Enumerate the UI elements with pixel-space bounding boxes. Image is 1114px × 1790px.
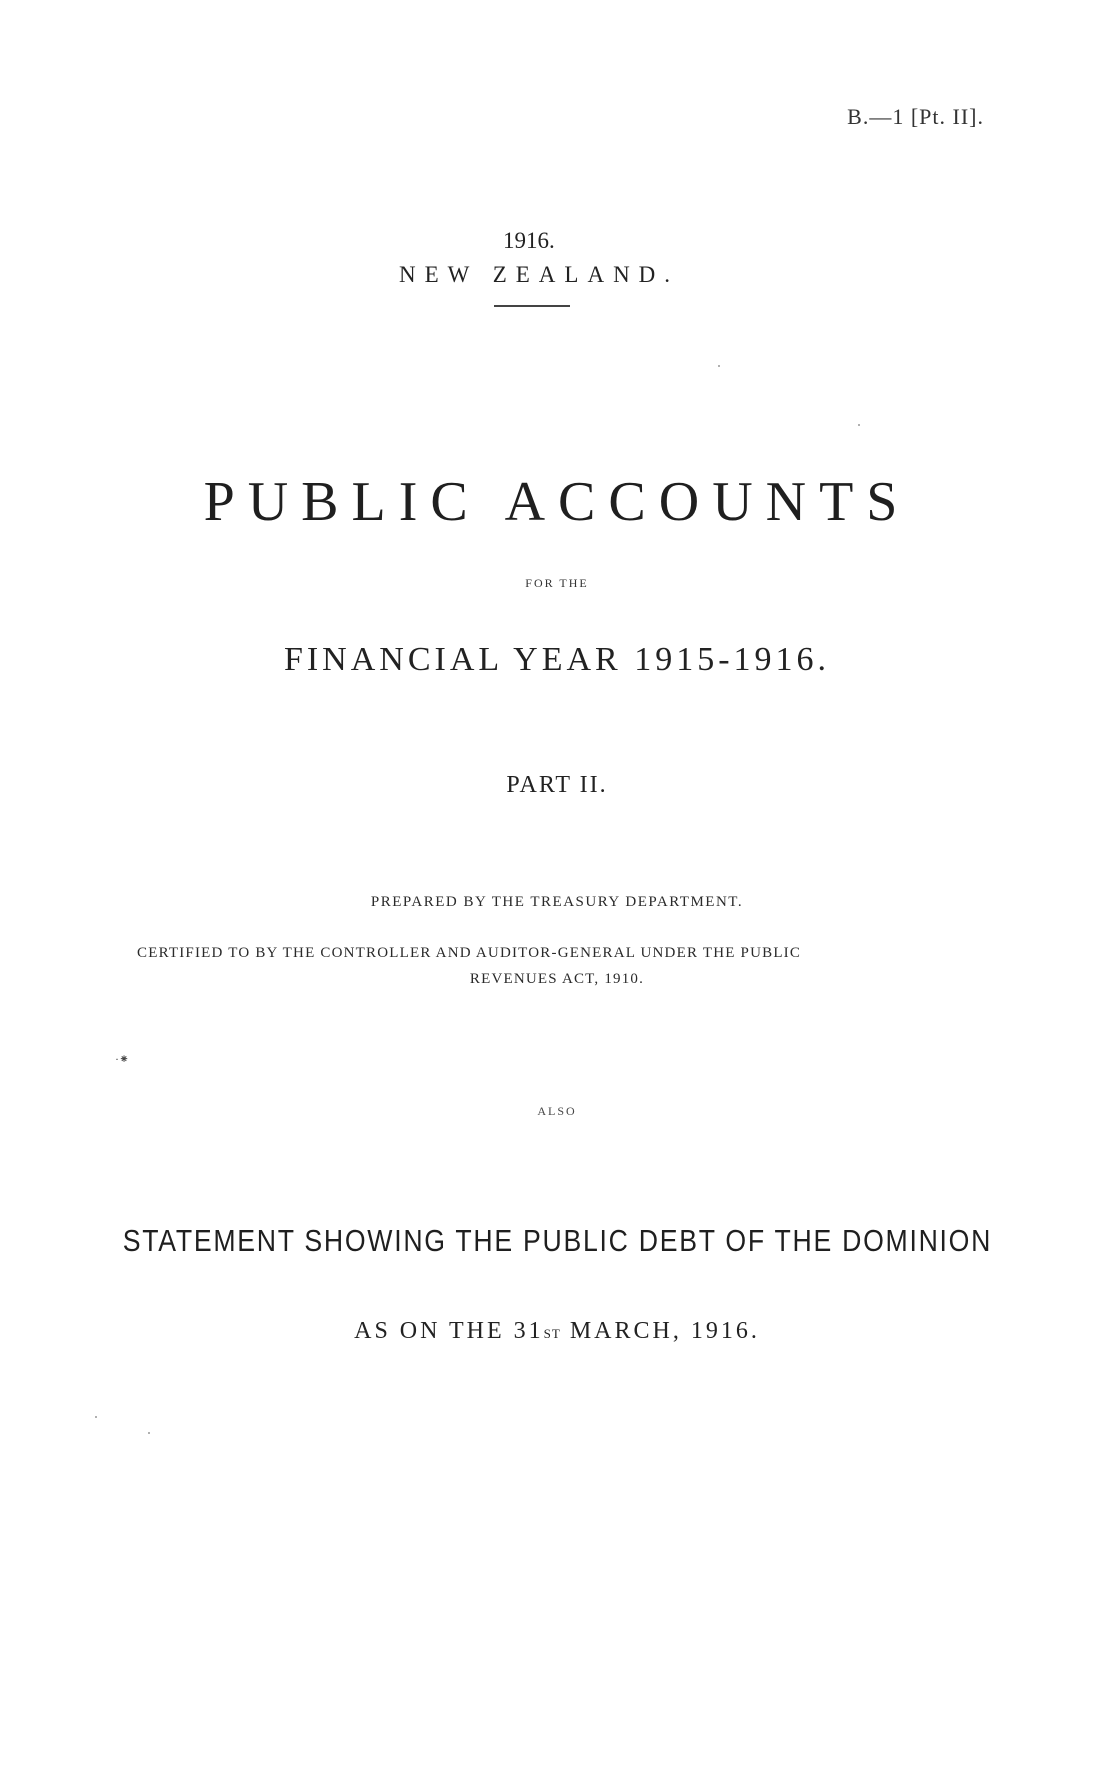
as-on-date: MARCH, 1916. — [560, 1318, 760, 1344]
financial-year-heading: FINANCIAL YEAR 1915-1916. — [283, 641, 831, 678]
paper-speck — [718, 365, 720, 367]
certified-line-1: CERTIFIED TO BY THE CONTROLLER AND AUDITOR-GENERAL UNDER THE PUBLIC — [137, 945, 802, 961]
certified-line-2: REVENUES ACT, 1910. — [469, 971, 645, 987]
also-label: ALSO — [537, 1104, 577, 1118]
title-divider — [494, 305, 570, 307]
country-heading: NEW ZEALAND. — [399, 262, 680, 287]
document-reference-code: B.—1 [Pt. II]. — [847, 104, 984, 129]
prepared-by-line: PREPARED BY THE TREASURY DEPARTMENT. — [370, 894, 744, 910]
paper-speck — [858, 424, 860, 426]
paper-speck — [148, 1432, 150, 1434]
print-speck-mark: ·⁕ — [115, 1052, 130, 1066]
for-the-label: FOR THE — [525, 576, 589, 590]
part-heading: PART II. — [506, 772, 608, 798]
as-on-prefix: AS ON THE 31 — [354, 1318, 544, 1344]
as-on-date-line — [0, 1318, 1114, 1345]
statement-text: STATEMENT SHOWING THE PUBLIC DEBT OF THE DOMINION — [122, 1223, 992, 1258]
publication-year: 1916. — [503, 228, 555, 253]
statement-heading — [0, 1223, 1114, 1259]
ordinal-suffix: ST — [543, 1326, 561, 1341]
paper-speck — [95, 1416, 97, 1418]
main-title: PUBLIC ACCOUNTS — [203, 471, 911, 533]
